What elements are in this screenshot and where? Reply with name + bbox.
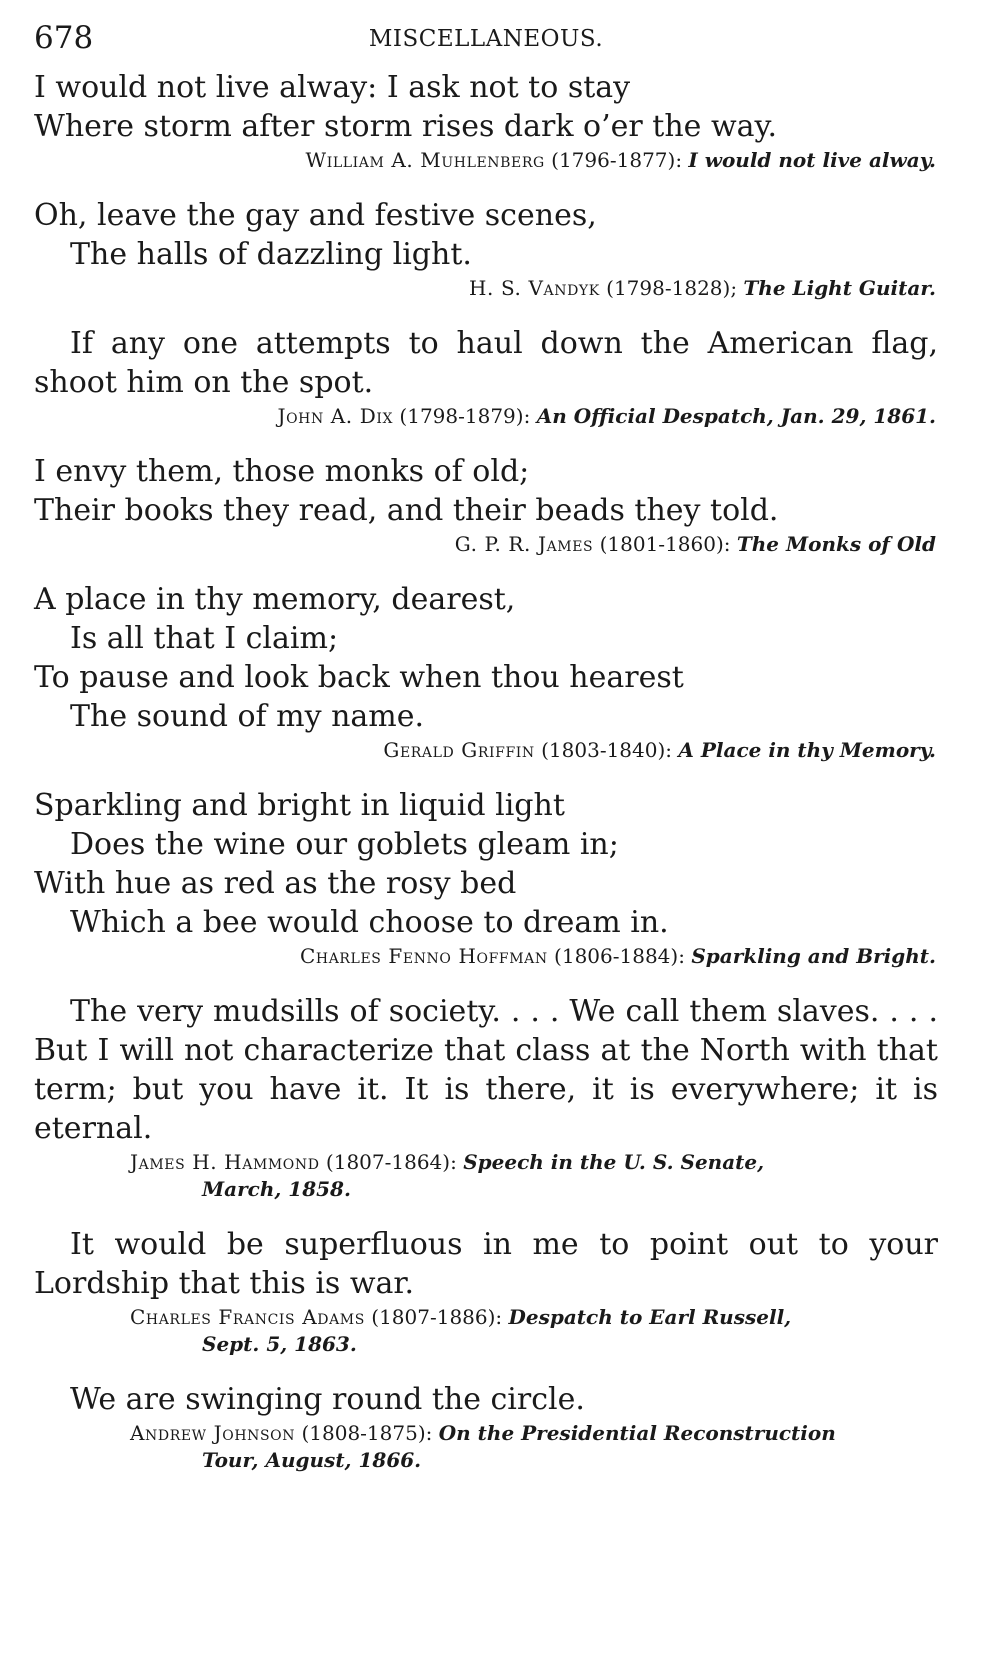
verse-line: To pause and look back when thou hearest — [34, 660, 684, 695]
running-head: MISCELLANEOUS. — [368, 26, 604, 52]
work-title: An Official Despatch, Jan. 29, 1861. — [536, 404, 936, 428]
attribution — [34, 1304, 938, 1358]
quote-griffin — [34, 580, 938, 764]
attribution — [34, 737, 938, 764]
work-title: A Place in thy Memory. — [678, 738, 936, 762]
author-dates: (1801-1860): — [599, 532, 731, 556]
prose-text: If any one attempts to haul down the American flag, shoot him on the spot. — [34, 326, 938, 400]
work-title: The Light Guitar. — [743, 276, 936, 300]
author-dates: (1803-1840): — [541, 738, 673, 762]
author-dates: (1807-1864): — [325, 1150, 457, 1174]
quote-vandyk — [34, 196, 938, 302]
work-title: Speech in the U. S. Senate, — [463, 1150, 765, 1174]
quote-adams — [34, 1225, 938, 1358]
author-name: Charles Fenno Hoffman — [299, 944, 548, 968]
work-title: Despatch to Earl Russell, — [508, 1305, 792, 1329]
page-header — [34, 18, 938, 58]
verse-line: Where storm after storm rises dark o’er the way. — [34, 109, 778, 144]
verse-line: A place in thy memory, dearest, — [34, 582, 516, 617]
verse-line: Their books they read, and their beads they told. — [34, 493, 779, 528]
prose-text: It would be superfluous in me to point out to your Lordship that this is war. — [34, 1227, 938, 1301]
author-name: G. P. R. James — [454, 532, 594, 556]
verse-line: I envy them, those monks of old; — [34, 454, 530, 489]
attribution — [34, 403, 938, 430]
verse-line: Which a bee would choose to dream in. — [70, 905, 669, 940]
verse-line: With hue as red as the rosy bed — [34, 866, 517, 901]
quote-johnson — [34, 1380, 938, 1474]
work-title-continued: Tour, August, 1866. — [202, 1448, 422, 1472]
attribution — [34, 1149, 938, 1203]
verse-line: I would not live alway: I ask not to stay — [34, 70, 631, 105]
author-dates: (1806-1884): — [554, 944, 685, 968]
work-title: The Monks of Old — [736, 532, 936, 556]
verse-line: Is all that I claim; — [70, 621, 339, 656]
attribution — [34, 531, 938, 558]
verse-line: Sparkling and bright in liquid light — [34, 788, 565, 823]
author-dates: (1798-1879): — [399, 404, 531, 428]
author-name: James H. Hammond — [130, 1150, 320, 1174]
author-name: John A. Dix — [277, 404, 394, 428]
quote-hammond — [34, 992, 938, 1203]
attribution — [34, 1420, 938, 1474]
quote-hoffman — [34, 786, 938, 970]
work-title: On the Presidential Reconstruction — [438, 1421, 836, 1445]
author-name: William A. Muhlenberg — [305, 148, 545, 172]
book-page — [34, 18, 938, 1474]
author-dates: (1808-1875): — [301, 1421, 433, 1445]
author-dates: (1796-1877): — [551, 148, 683, 172]
prose-text: We are swinging round the circle. — [70, 1382, 585, 1417]
verse-line: The sound of my name. — [70, 699, 425, 734]
author-name: H. S. Vandyk — [469, 276, 600, 300]
work-title-continued: Sept. 5, 1863. — [202, 1332, 357, 1356]
work-title: Sparkling and Bright. — [691, 944, 936, 968]
quote-muhlenberg — [34, 68, 938, 174]
quote-dix — [34, 324, 938, 430]
attribution — [34, 943, 938, 970]
attribution — [34, 147, 938, 174]
attribution — [34, 275, 938, 302]
prose-text: The very mudsills of society. . . . We call them slaves. . . . But I will not characterize that class at the North with that term; but you have it. It is there, it is everywhere; it is eternal. — [34, 994, 938, 1146]
author-name: Andrew Johnson — [130, 1421, 296, 1445]
quote-james — [34, 452, 938, 558]
work-title: I would not live alway. — [688, 148, 936, 172]
author-dates: (1798-1828); — [606, 276, 738, 300]
verse-line: The halls of dazzling light. — [70, 237, 472, 272]
work-title-continued: March, 1858. — [202, 1177, 351, 1201]
verse-line: Does the wine our goblets gleam in; — [70, 827, 619, 862]
author-dates: (1807-1886): — [371, 1305, 503, 1329]
verse-line: Oh, leave the gay and festive scenes, — [34, 198, 597, 233]
page-number: 678 — [34, 20, 94, 56]
author-name: Charles Francis Adams — [130, 1305, 365, 1329]
author-name: Gerald Griffin — [383, 738, 535, 762]
